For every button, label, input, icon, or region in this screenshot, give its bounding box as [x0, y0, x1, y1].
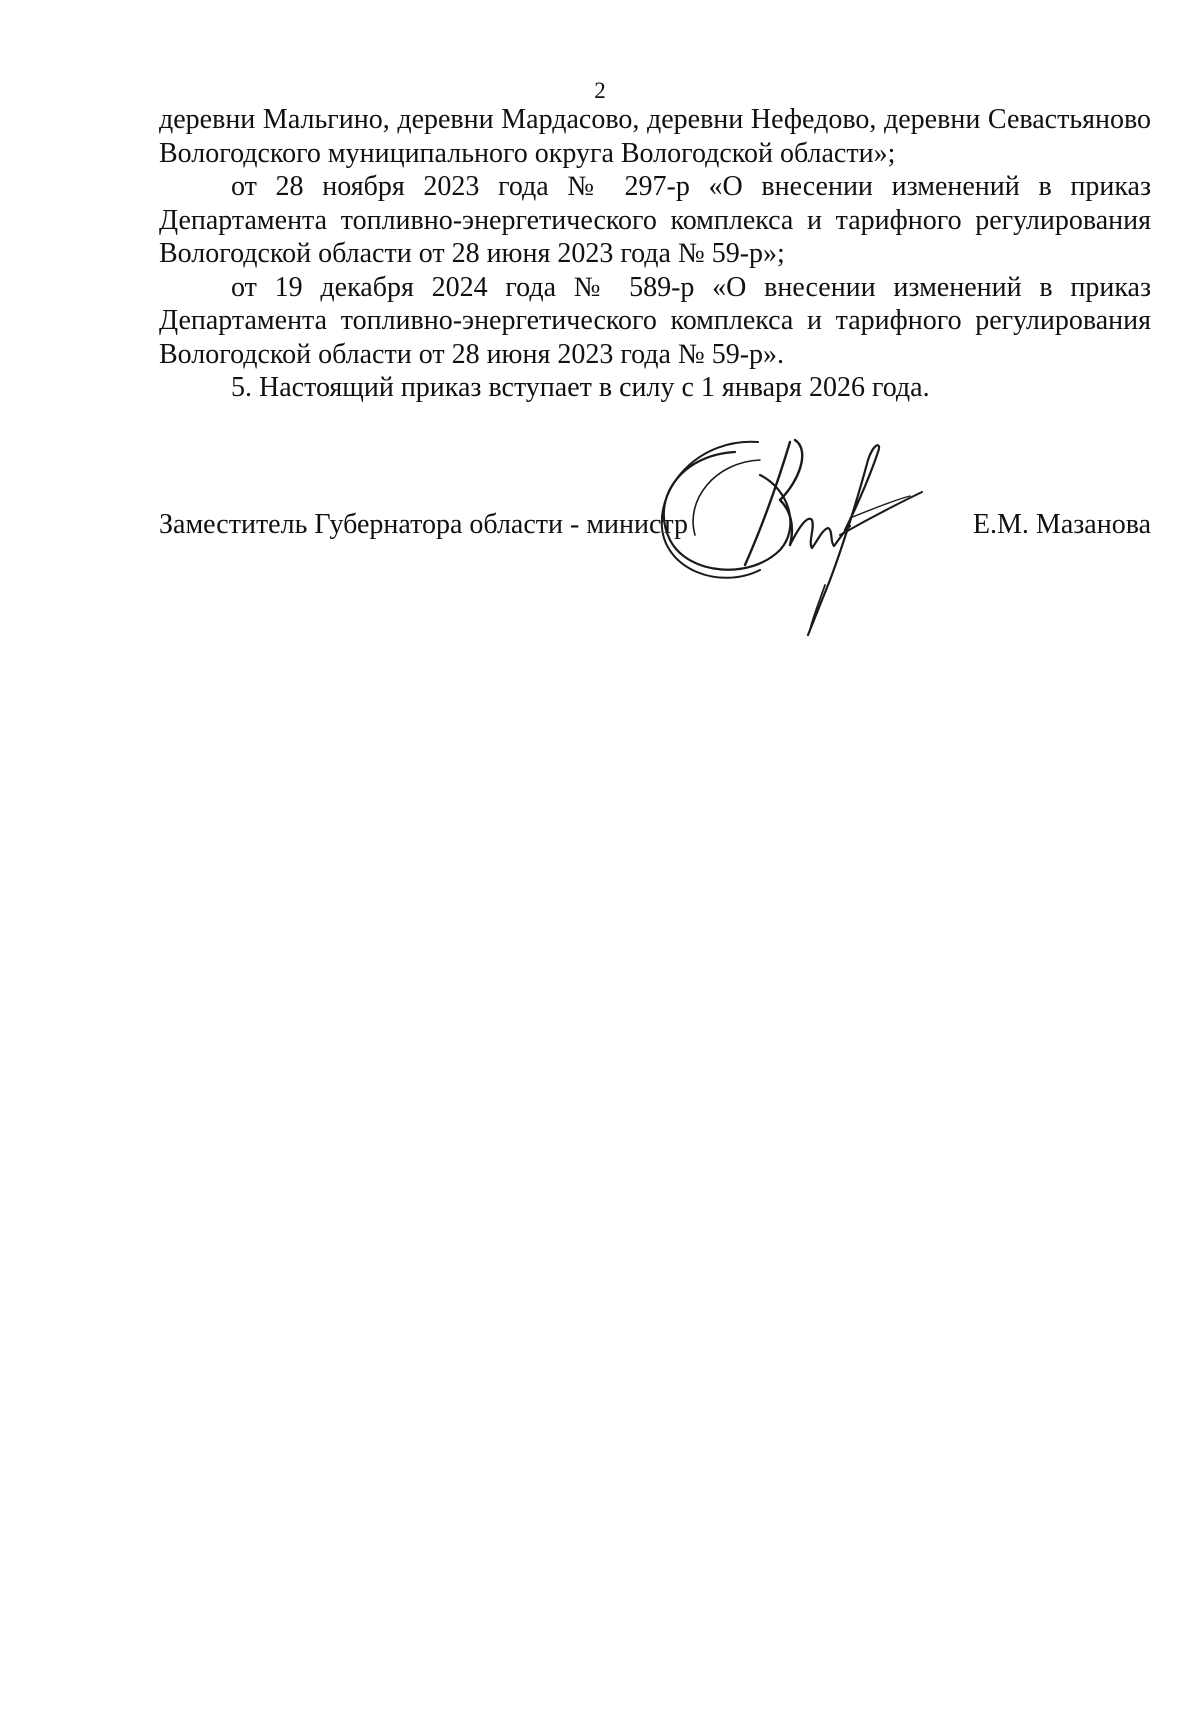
signatory-name: Е.М. Мазанова — [972, 509, 1151, 540]
document-body — [159, 103, 1151, 405]
page-number: 2 — [594, 78, 606, 103]
paragraph-2: от 28 ноября 2023 года № 297-р «О внесении изменений в приказ Департамента топливно-энергетического комплекса и тарифного регулирования Вологодской области от 28 июня 2023 года № 59-р»; — [159, 171, 1151, 269]
paragraph-4: 5. Настоящий приказ вступает в силу с 1 января 2026 года. — [231, 372, 930, 403]
signatory-title: Заместитель Губернатора области - министр — [159, 509, 688, 540]
handwritten-signature-icon — [640, 430, 960, 650]
paragraph-1: деревни Мальгино, деревни Мардасово, деревни Нефедово, деревни Севастьяново Вологодского муниципального округа Вологодской области»; — [159, 104, 1151, 169]
paragraph-3: от 19 декабря 2024 года № 589-р «О внесении изменений в приказ Департамента топливно-энергетического комплекса и тарифного регулирования Вологодской области от 28 июня 2023 года № 59-р». — [159, 271, 1151, 370]
